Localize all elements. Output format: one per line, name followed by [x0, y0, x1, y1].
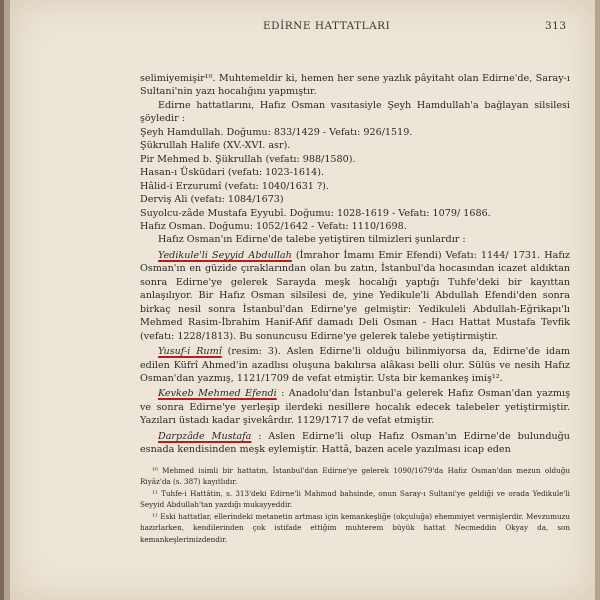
list-item: Şükrullah Halife (XV.-XVI. asr).	[140, 140, 291, 152]
list-item: Pir Mehmed b. Şükrullah (vefatı: 988/1580).	[140, 153, 356, 165]
entry-text: (İmrahor İmamı Emir Efendi) Vefatı: 1144/ 1731. Hafız Osman'ın en güzide çıraklarından olan bu zatın, İstanbul'da hocasından icazet aldıktan sonra Edirne'ye gelerek Sarayda meşk hocalığı yaptığı Tuhfe'deki bir kayıttan anlaşılıyor. Bir Hafız Osman silsilesi de, yine Yedikule'li Abdullah Efendi'den sonra birkaç nesil sonra İstanbul'dan Edirne'ye gelmiştir: Yedikuleli Abdullah-Eğrikapı'lı Mehmed Rasim-İbrahim Hanif-Afif damadı Deli Osman - Hacı Hattat Mustafa Tevfik (vefatı: 1228/1813). Bu sonuncusu Edirne'ye gelerek talebe yetiştirmiştir.	[140, 249, 570, 342]
footnote: ¹¹ Tuhfe-i Hattâtin, s. 313'deki Edirne'li Mahmud bahsinde, onun Saray-ı Sultani'ye geldiği ve orada Yedikule'li Seyyid Abdullah'tan yazdığı mukayyeddir.	[140, 488, 570, 510]
entry-text: : Aslen Edirne'li olup Hafız Osman'ın Edirne'de bulunduğu esnada kendisinden meşk eylemiştir. Hattâ, bazen acele yazılması icap eden	[140, 430, 570, 456]
footnotes	[140, 465, 570, 546]
silsile-list	[140, 126, 570, 234]
entry-paragraph	[140, 249, 570, 343]
page-number: 313	[545, 20, 567, 32]
entry-name: Yedikule'li Seyyid Abdullah	[158, 249, 292, 261]
paragraph: selimiyemişir¹⁰. Muhtemeldir ki, hemen her sene yazlık pâyitaht olan Edirne'de, Saray-ı Sultani'nin yazı hocalığını yapmıştır.	[140, 73, 570, 98]
entry-name: Yusuf-i Rumî	[158, 346, 222, 358]
entry-name: Kevkeb Mehmed Efendi	[158, 388, 277, 400]
list-item: Hafız Osman. Doğumu: 1052/1642 - Vefatı: 1110/1698.	[140, 220, 407, 232]
body-text	[140, 72, 570, 545]
entry-text: : Anadolu'dan İstanbul'a gelerek Hafız Osman'dan yazmış ve sonra Edirne'ye yerleşip ilerdeki nesillere hocalık edecek talebeler yetiştirmiştir. Yazıları üstadı kadar şivekârdır. 1129/1717 de vefat etmiştir.	[140, 388, 570, 427]
paragraph: Hafız Osman'ın Edirne'de talebe yetiştiren tilmizleri şunlardır :	[158, 234, 466, 246]
list-item: Suyolcu-zâde Mustafa Eyyubî. Doğumu: 1028-1619 - Vefatı: 1079/ 1686.	[140, 207, 491, 219]
spine-edge	[0, 0, 4, 600]
entry-paragraph	[140, 345, 570, 385]
book-page	[10, 0, 595, 600]
list-item: Hâlid-i Erzurumî (vefatı: 1040/1631 ?).	[140, 180, 329, 192]
entry-name: Darpzâde Mustafa	[158, 430, 252, 442]
list-item: Hasan-ı Üsküdari (vefatı: 1023-1614).	[140, 167, 325, 179]
footnote: ¹² Eski hattatlar, ellerindeki metanetin artması için kemankeşliğe (okçuluğa) ehemmiyet vermişlerdir. Mevzumuzu hazırlarken, kendilerinden çok istifade ettiğim muhterem büyük hattat Necmeddin Okyay da, son kemankeşlerimizdendir.	[140, 511, 570, 544]
footnote: ¹⁰ Mehmed isimli bir hattatın, İstanbul'dan Edirne'ye gelerek 1090/1679'da Hafız Osman'dan mezun olduğu Riyâz'da (s. 387) kayıtlıdır.	[140, 465, 570, 487]
header-title: EDİRNE HATTATLARI	[263, 20, 391, 32]
entry-text: (resim: 3). Aslen Edirne'li olduğu bilinmiyorsa da, Edirne'de idam edilen Küfrî Ahmed'in azadlısı oluşuna bakılırsa alâkası belli olur. Sülüs ve nesih Hafız Osman'dan yazmış, 1121/1709 de vefat etmiştir. Usta bir kemankeş imiş¹².	[140, 346, 570, 384]
entry-paragraph	[140, 387, 570, 427]
paragraph: Edirne hattatlarını, Hafız Osman vasıtasiyle Şeyh Hamdullah'a bağlayan silsilesi şöyledir :	[140, 99, 570, 125]
list-item: Derviş Ali (vefatı: 1084/1673)	[140, 194, 284, 206]
list-item: Şeyh Hamdullah. Doğumu: 833/1429 - Vefatı: 926/1519.	[140, 126, 413, 138]
entry-paragraph	[140, 430, 570, 457]
